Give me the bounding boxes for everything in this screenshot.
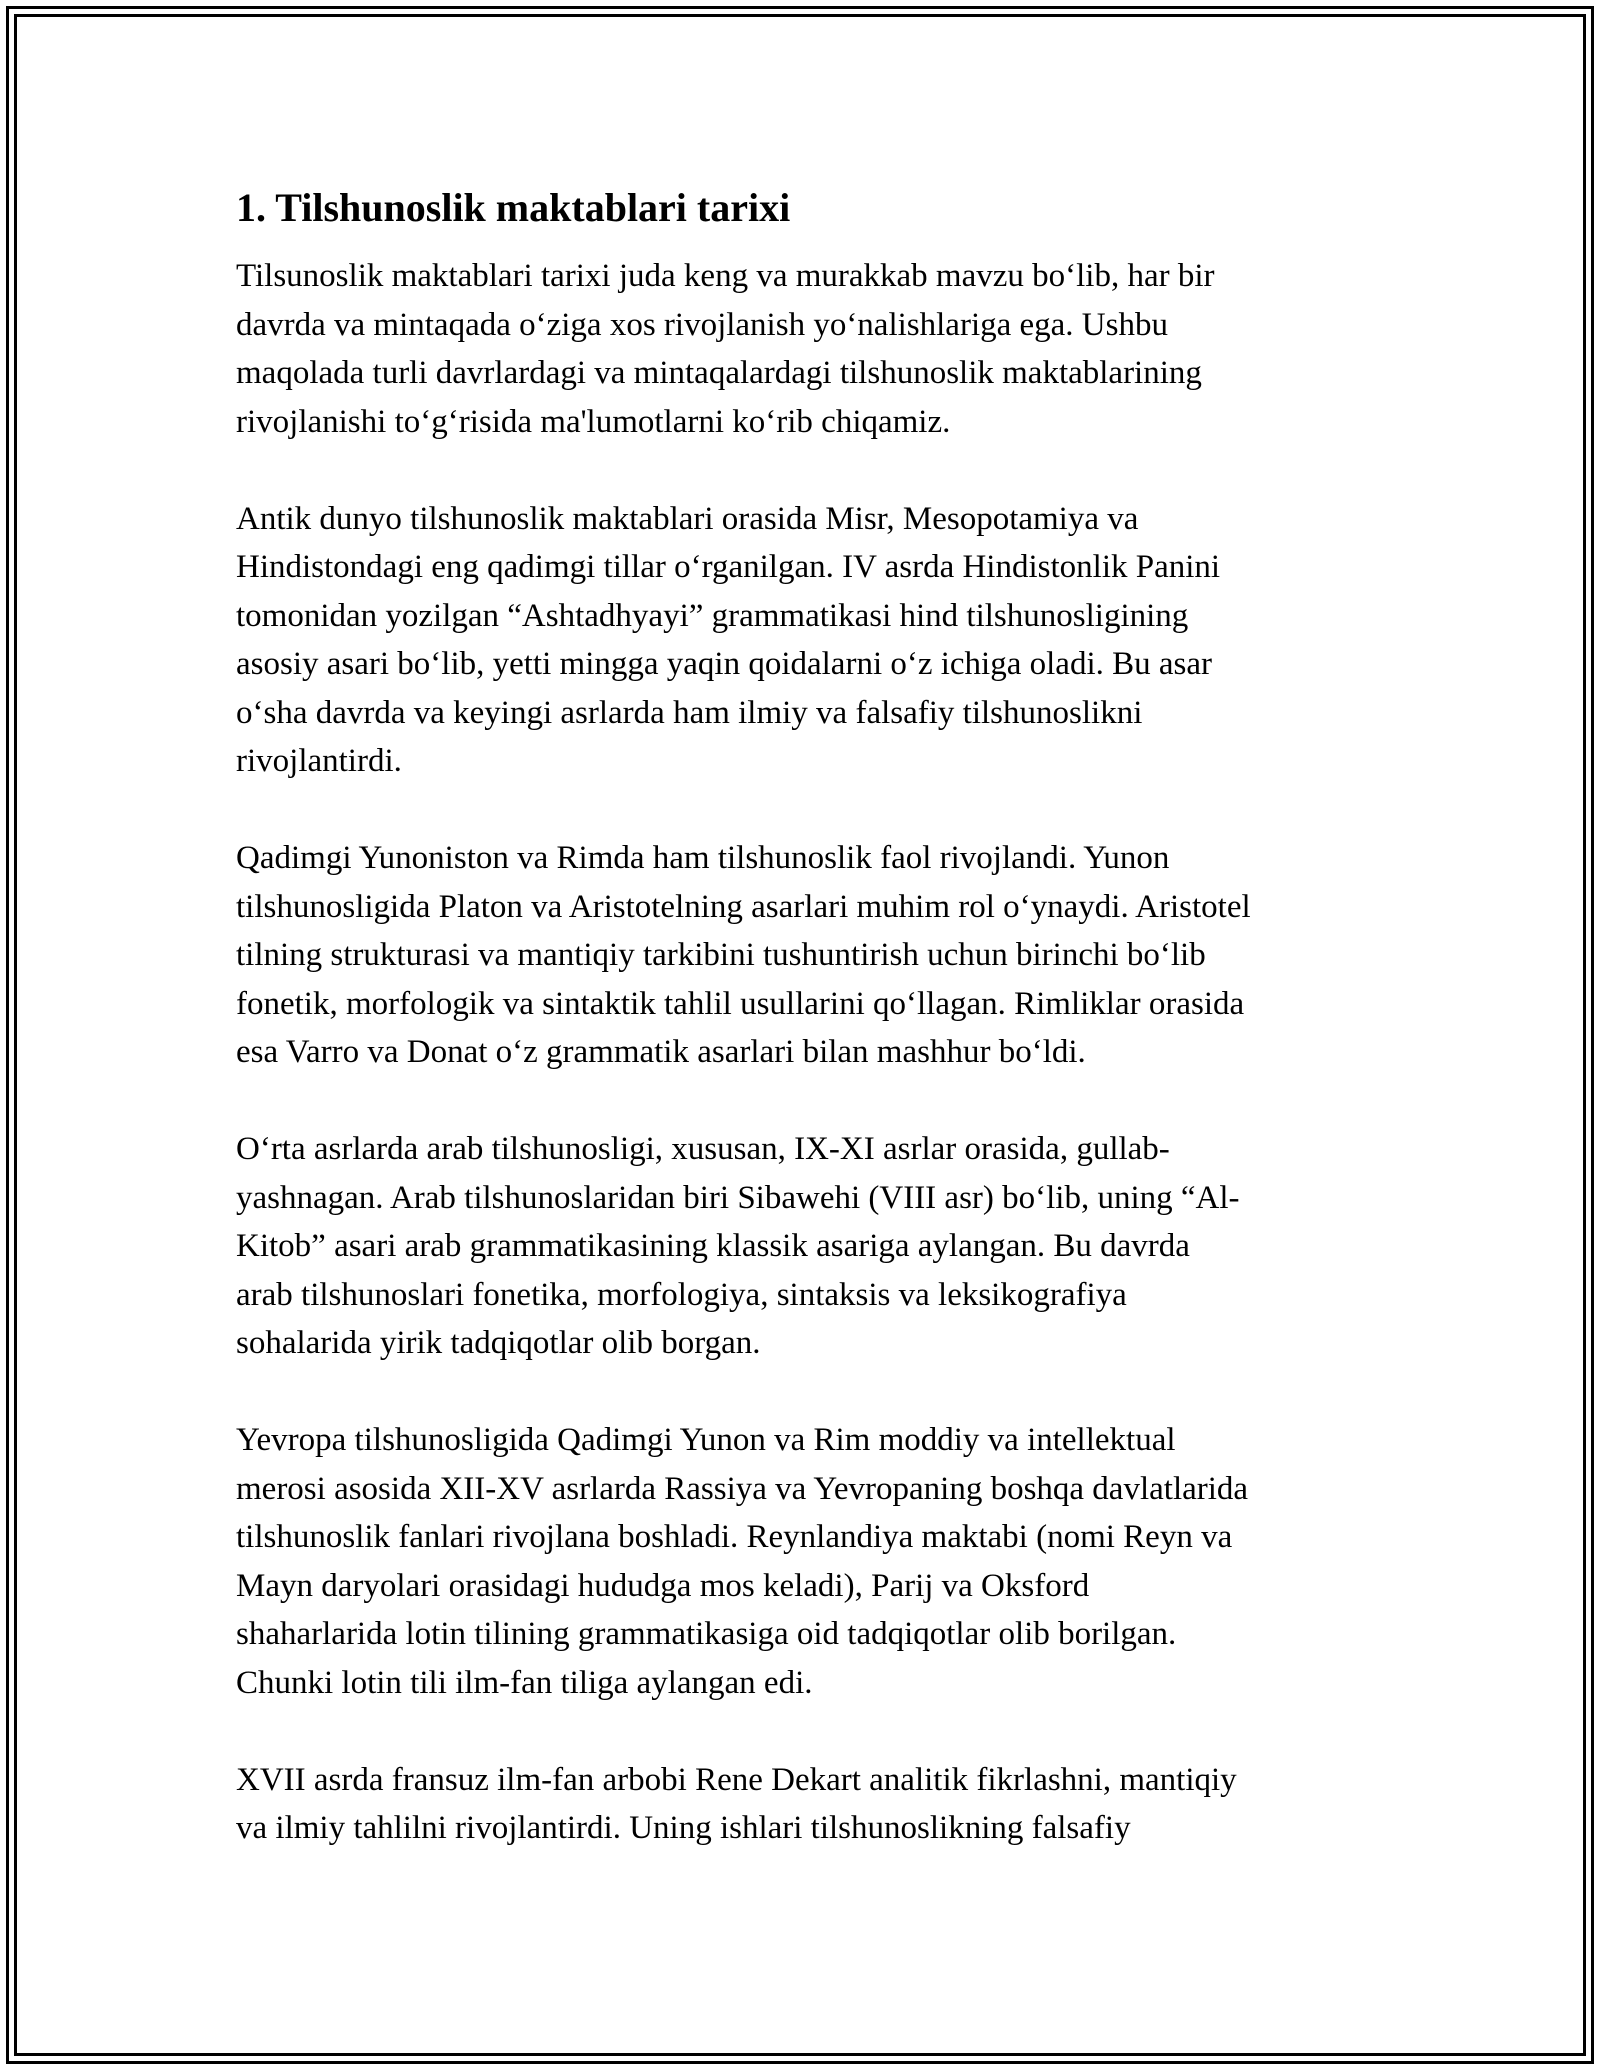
- paragraph-greece-rome: [236, 834, 1386, 1077]
- text-line: davrda va mintaqada o‘ziga xos rivojlanish yo‘nalishlariga ega. Ushbu: [236, 306, 1168, 343]
- text-line: sohalarida yirik tadqiqotlar olib borgan.: [236, 1325, 761, 1361]
- text-line: tilning strukturasi va mantiqiy tarkibini tushuntirish uchun birinchi bo‘lib: [236, 937, 1206, 973]
- text-line: Kitob” asari arab grammatikasining klassik asariga aylangan. Bu davrda: [236, 1228, 1190, 1264]
- text-line: Qadimgi Yunoniston va Rimda ham tilshunoslik faol rivojlandi. Yunon: [236, 840, 1170, 876]
- text-line: Hindistondagi eng qadimgi tillar o‘rganilgan. IV asrda Hindistonlik Panini: [236, 549, 1221, 585]
- text-line: tilshunosligida Platon va Aristotelning asarlari muhim rol o‘ynaydi. Aristotel: [236, 888, 1251, 925]
- text-line: rivojlantirdi.: [236, 743, 402, 779]
- text-line: va ilmiy tahlilni rivojlantirdi. Uning ishlari tilshunoslikning falsafiy: [236, 1810, 1131, 1846]
- text-line: XVII asrda fransuz ilm-fan arbobi Rene Dekart analitik fikrlashni, mantiqiy: [236, 1761, 1237, 1798]
- text-line: o‘sha davrda va keyingi asrlarda ham ilmiy va falsafiy tilshunoslikni: [236, 694, 1143, 731]
- paragraph-descartes: [236, 1756, 1386, 1853]
- paragraph-europe: [236, 1416, 1386, 1707]
- text-line: asosiy asari bo‘lib, yetti mingga yaqin qoidalarni o‘z ichiga oladi. Bu asar: [236, 646, 1212, 682]
- text-line: esa Varro va Donat o‘z grammatik asarlari bilan mashhur bo‘ldi.: [236, 1034, 1086, 1070]
- paragraph-antiquity: [236, 495, 1386, 786]
- text-line: Tilsunoslik maktablari tarixi juda keng va murakkab mavzu bo‘lib, har bir: [236, 258, 1215, 294]
- text-line: O‘rta asrlarda arab tilshunosligi, xususan, IX-XI asrlar orasida, gullab-: [236, 1131, 1170, 1167]
- section-title: 1. Tilshunoslik maktablari tarixi: [236, 185, 791, 230]
- text-line: yashnagan. Arab tilshunoslaridan biri Sibawehi (VIII asr) bo‘lib, uning “Al-: [236, 1179, 1240, 1216]
- document-body: [236, 184, 1386, 1901]
- text-line: Yevropa tilshunosligida Qadimgi Yunon va Rim moddiy va intellektual: [236, 1422, 1176, 1458]
- text-line: rivojlanishi to‘g‘risida ma'lumotlarni ko‘rib chiqamiz.: [236, 403, 951, 440]
- text-line: Mayn daryolari orasidagi hududga mos keladi), Parij va Oksford: [236, 1567, 1090, 1604]
- text-line: merosi asosida XII-XV asrlarda Rassiya va Yevropaning boshqa davlatlarida: [236, 1470, 1249, 1507]
- paragraph-arab: [236, 1125, 1386, 1368]
- paragraph-intro: [236, 252, 1386, 446]
- text-line: Antik dunyo tilshunoslik maktablari orasida Misr, Mesopotamiya va: [236, 500, 1139, 537]
- text-line: tilshunoslik fanlari rivojlana boshladi. Reynlandiya maktabi (nomi Reyn va: [236, 1519, 1233, 1555]
- text-line: shaharlarida lotin tilining grammatikasiga oid tadqiqotlar olib borilgan.: [236, 1616, 1177, 1652]
- text-line: Chunki lotin tili ilm-fan tiliga aylangan edi.: [236, 1664, 813, 1701]
- text-line: tomonidan yozilgan “Ashtadhyayi” grammatikasi hind tilshunosligining: [236, 597, 1189, 634]
- text-line: arab tilshunoslari fonetika, morfologiya, sintaksis va leksikografiya: [236, 1276, 1127, 1313]
- text-line: fonetik, morfologik va sintaktik tahlil usullarini qo‘llagan. Rimliklar orasida: [236, 985, 1245, 1022]
- text-line: maqolada turli davrlardagi va mintaqalardagi tilshunoslik maktablarining: [236, 355, 1202, 391]
